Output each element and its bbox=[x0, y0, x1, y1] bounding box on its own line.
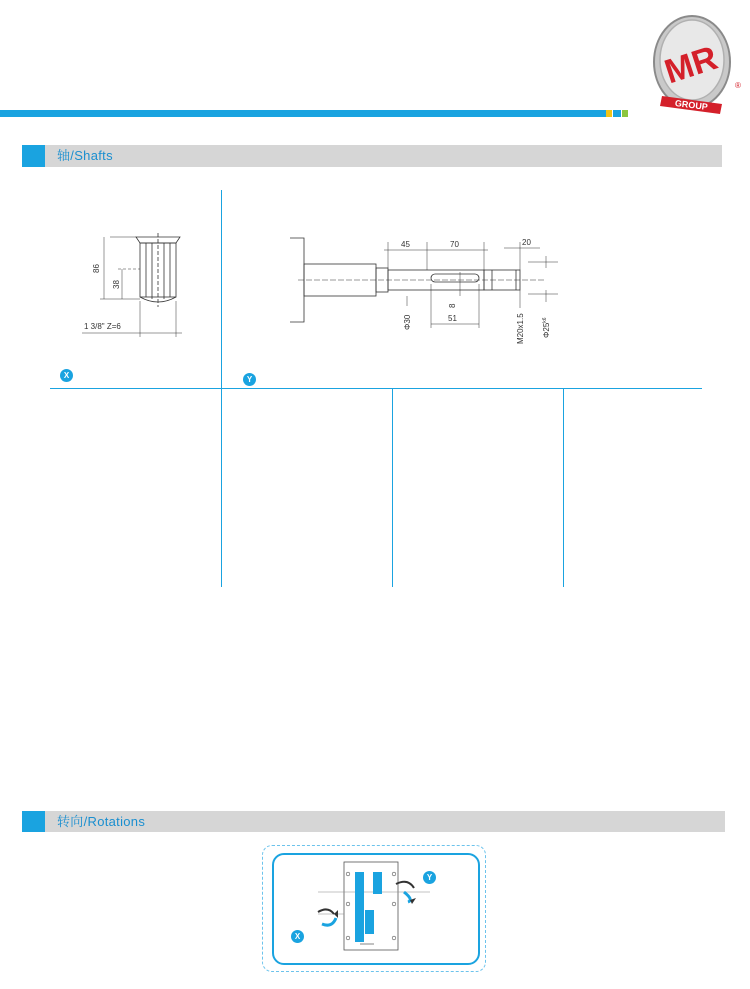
shaft-x-drawing bbox=[70, 225, 200, 345]
header-stripe-blue bbox=[613, 110, 621, 117]
shaft-y-drawing bbox=[288, 232, 558, 347]
dim-key-width: 8 bbox=[448, 303, 457, 308]
header-stripe bbox=[0, 110, 606, 117]
dim-20: 20 bbox=[522, 238, 531, 247]
divider-horizontal bbox=[50, 388, 702, 389]
svg-text:MR: MR bbox=[660, 38, 723, 92]
dim-spline-depth: 38 bbox=[112, 280, 121, 289]
header-stripe-yellow bbox=[606, 110, 612, 117]
badge-y-rotations: Y bbox=[423, 871, 436, 884]
dim-70: 70 bbox=[450, 240, 459, 249]
badge-x-rotations: X bbox=[291, 930, 304, 943]
registered-mark: ® bbox=[735, 81, 741, 90]
logo-ring-text: GROUP bbox=[674, 98, 709, 112]
dim-phi25: $\Phi 25^{k6}$ bbox=[542, 317, 551, 338]
header-stripe-green bbox=[622, 110, 628, 117]
section-title-shafts: 轴/Shafts bbox=[57, 148, 113, 163]
dim-45: 45 bbox=[401, 240, 410, 249]
dim-key-length: 51 bbox=[448, 314, 457, 323]
mr-group-logo bbox=[648, 8, 744, 118]
section-marker-shafts bbox=[22, 145, 45, 167]
badge-x-shafts: X bbox=[60, 369, 73, 382]
badge-y-shafts: Y bbox=[243, 373, 256, 386]
dim-thread: M20x1.5 bbox=[516, 313, 525, 344]
dim-phi30: Φ30 bbox=[403, 314, 412, 330]
dim-spline: 1 3/8" Z=6 bbox=[84, 322, 121, 331]
section-marker-rotations bbox=[22, 811, 45, 832]
divider-col-2 bbox=[392, 388, 393, 587]
section-bar-shafts bbox=[22, 145, 722, 167]
section-title-rotations: 转向/Rotations bbox=[57, 814, 146, 829]
dim-height: 86 bbox=[92, 264, 101, 273]
divider-col-3 bbox=[563, 388, 564, 587]
